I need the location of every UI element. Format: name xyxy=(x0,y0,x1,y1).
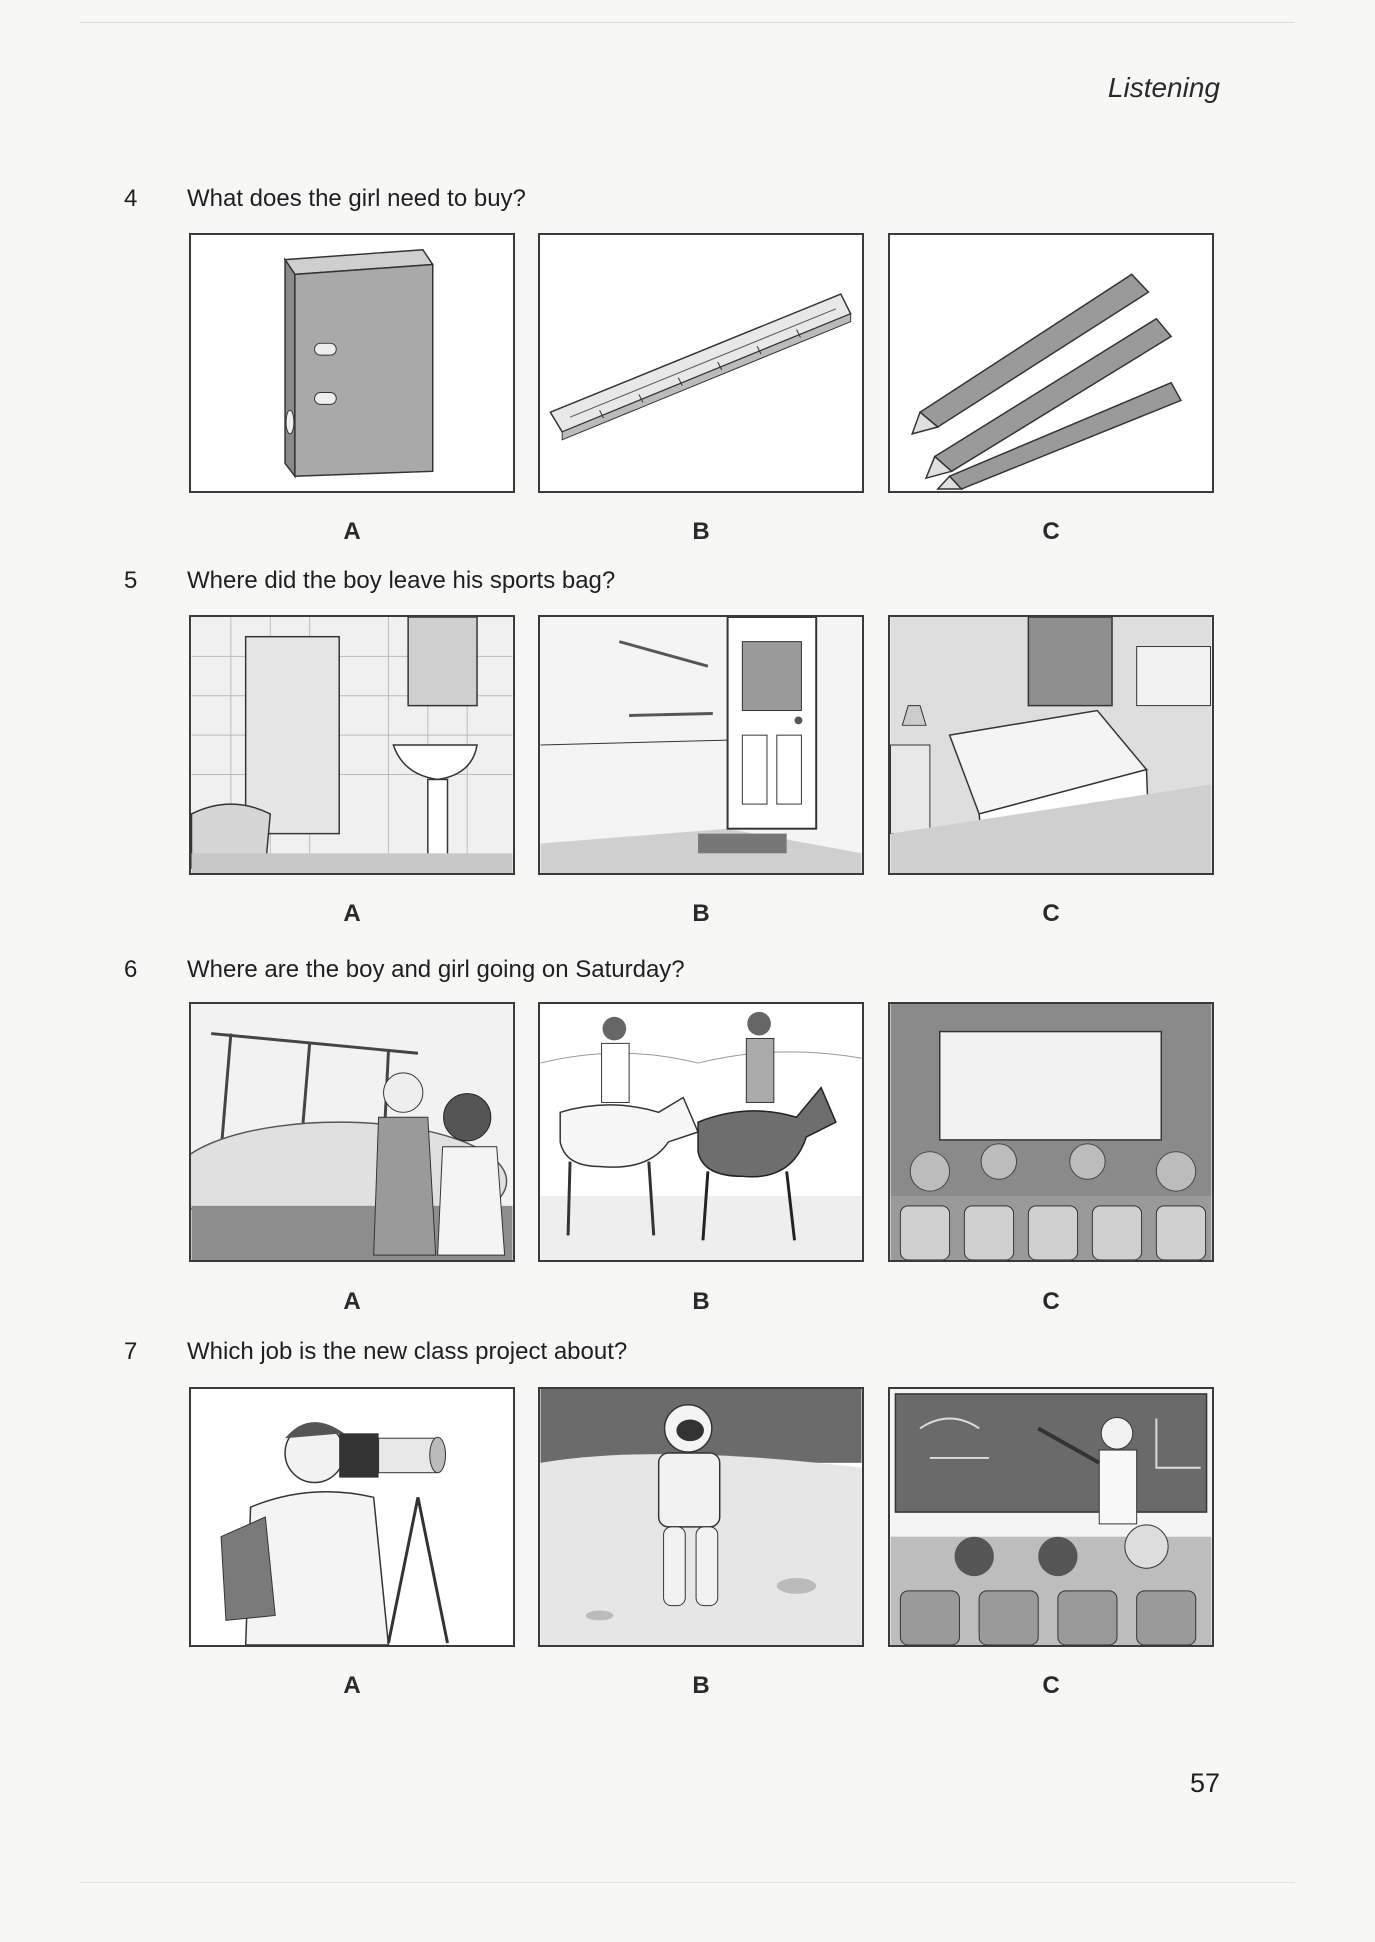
question-7-option-b[interactable]: B xyxy=(692,1672,710,1699)
page-number: 57 xyxy=(1189,1768,1220,1798)
question-5-option-a[interactable]: A xyxy=(343,900,361,927)
question-7-text: Which job is the new class project about? xyxy=(187,1338,628,1365)
horse-riding-icon[interactable] xyxy=(538,1002,864,1262)
question-6-option-c[interactable]: C xyxy=(1042,1288,1060,1315)
pens-icon[interactable] xyxy=(888,233,1214,493)
teacher-icon[interactable] xyxy=(888,1387,1214,1647)
question-4-option-b[interactable]: B xyxy=(692,518,710,545)
question-7-option-c[interactable]: C xyxy=(1042,1672,1060,1699)
photographer-icon[interactable] xyxy=(189,1387,515,1647)
question-4-option-a[interactable]: A xyxy=(343,518,361,545)
bathroom-icon[interactable] xyxy=(189,615,515,875)
ruler-icon[interactable] xyxy=(538,233,864,493)
question-4-text: What does the girl need to buy? xyxy=(187,185,526,212)
zoo-enclosure-icon[interactable] xyxy=(189,1002,515,1262)
question-4-number: 4 xyxy=(124,185,138,212)
question-6-text: Where are the boy and girl going on Saturday? xyxy=(187,956,685,983)
question-7-number: 7 xyxy=(124,1338,138,1365)
cinema-icon[interactable] xyxy=(888,1002,1214,1262)
astronaut-icon[interactable] xyxy=(538,1387,864,1647)
question-5-option-b[interactable]: B xyxy=(692,900,710,927)
question-6-option-a[interactable]: A xyxy=(343,1288,361,1315)
bottom-rule xyxy=(80,1882,1295,1883)
question-5-number: 5 xyxy=(124,567,138,594)
question-6-option-b[interactable]: B xyxy=(692,1288,710,1315)
question-6-number: 6 xyxy=(124,956,138,983)
hallway-door-icon[interactable] xyxy=(538,615,864,875)
question-5-text: Where did the boy leave his sports bag? xyxy=(187,567,616,594)
question-7-option-a[interactable]: A xyxy=(343,1672,361,1699)
top-rule xyxy=(80,22,1295,23)
question-4-option-c[interactable]: C xyxy=(1042,518,1060,545)
folder-icon[interactable] xyxy=(189,233,515,493)
bedroom-icon[interactable] xyxy=(888,615,1214,875)
section-title: Listening xyxy=(1107,72,1220,103)
question-5-option-c[interactable]: C xyxy=(1042,900,1060,927)
